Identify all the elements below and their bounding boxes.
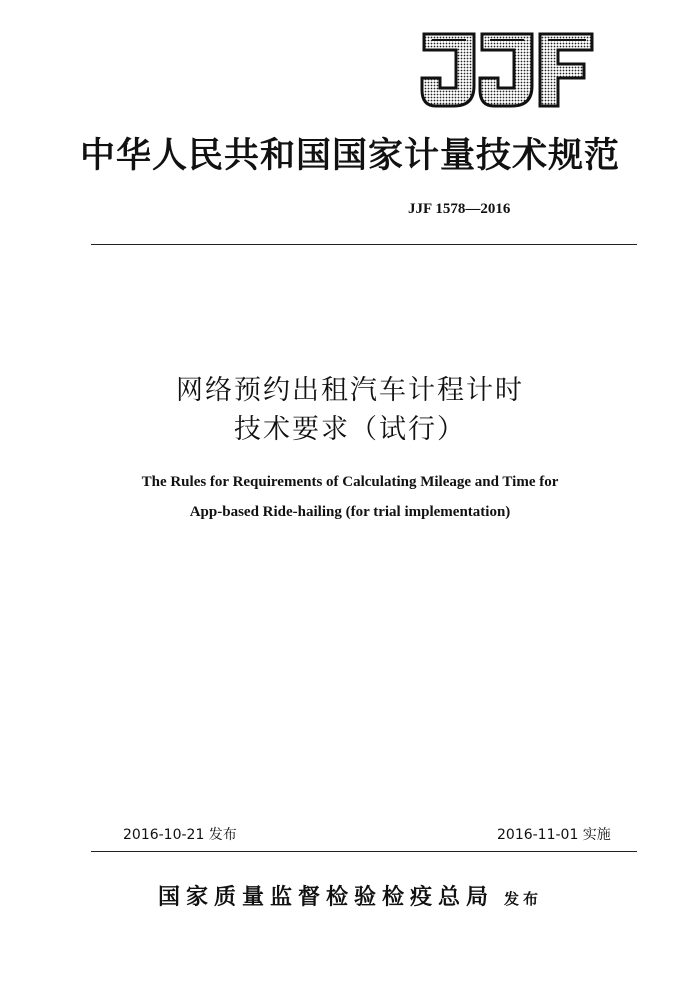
chinese-title-line-1: 网络预约出租汽车计程计时 — [176, 375, 524, 406]
chinese-title-line-2: 技术要求（试行） — [234, 414, 466, 445]
english-title-line-1: The Rules for Requirements of Calculating Mileage and Time for — [141, 474, 559, 490]
issuer-action: 发布 — [504, 890, 543, 908]
issue-date: 2016-10-21 发布 — [123, 827, 237, 843]
issuer-organization: 国家质量监督检验检疫总局 — [157, 884, 494, 910]
bottom-divider — [91, 851, 637, 852]
logo-letter-f — [540, 34, 592, 106]
standard-number: JJF 1578—2016 — [408, 201, 511, 217]
logo-letter-j1 — [422, 34, 474, 106]
implementation-date: 2016-11-01 实施 — [497, 827, 611, 843]
english-title-line-2: App-based Ride-hailing (for trial implementation) — [189, 504, 511, 520]
top-divider — [91, 244, 637, 245]
issuing-authority — [0, 880, 700, 911]
logo-letter-j2 — [480, 34, 532, 106]
jjf-logo — [418, 30, 596, 110]
standard-category-title: 中华人民共和国国家计量技术规范 — [79, 135, 620, 176]
